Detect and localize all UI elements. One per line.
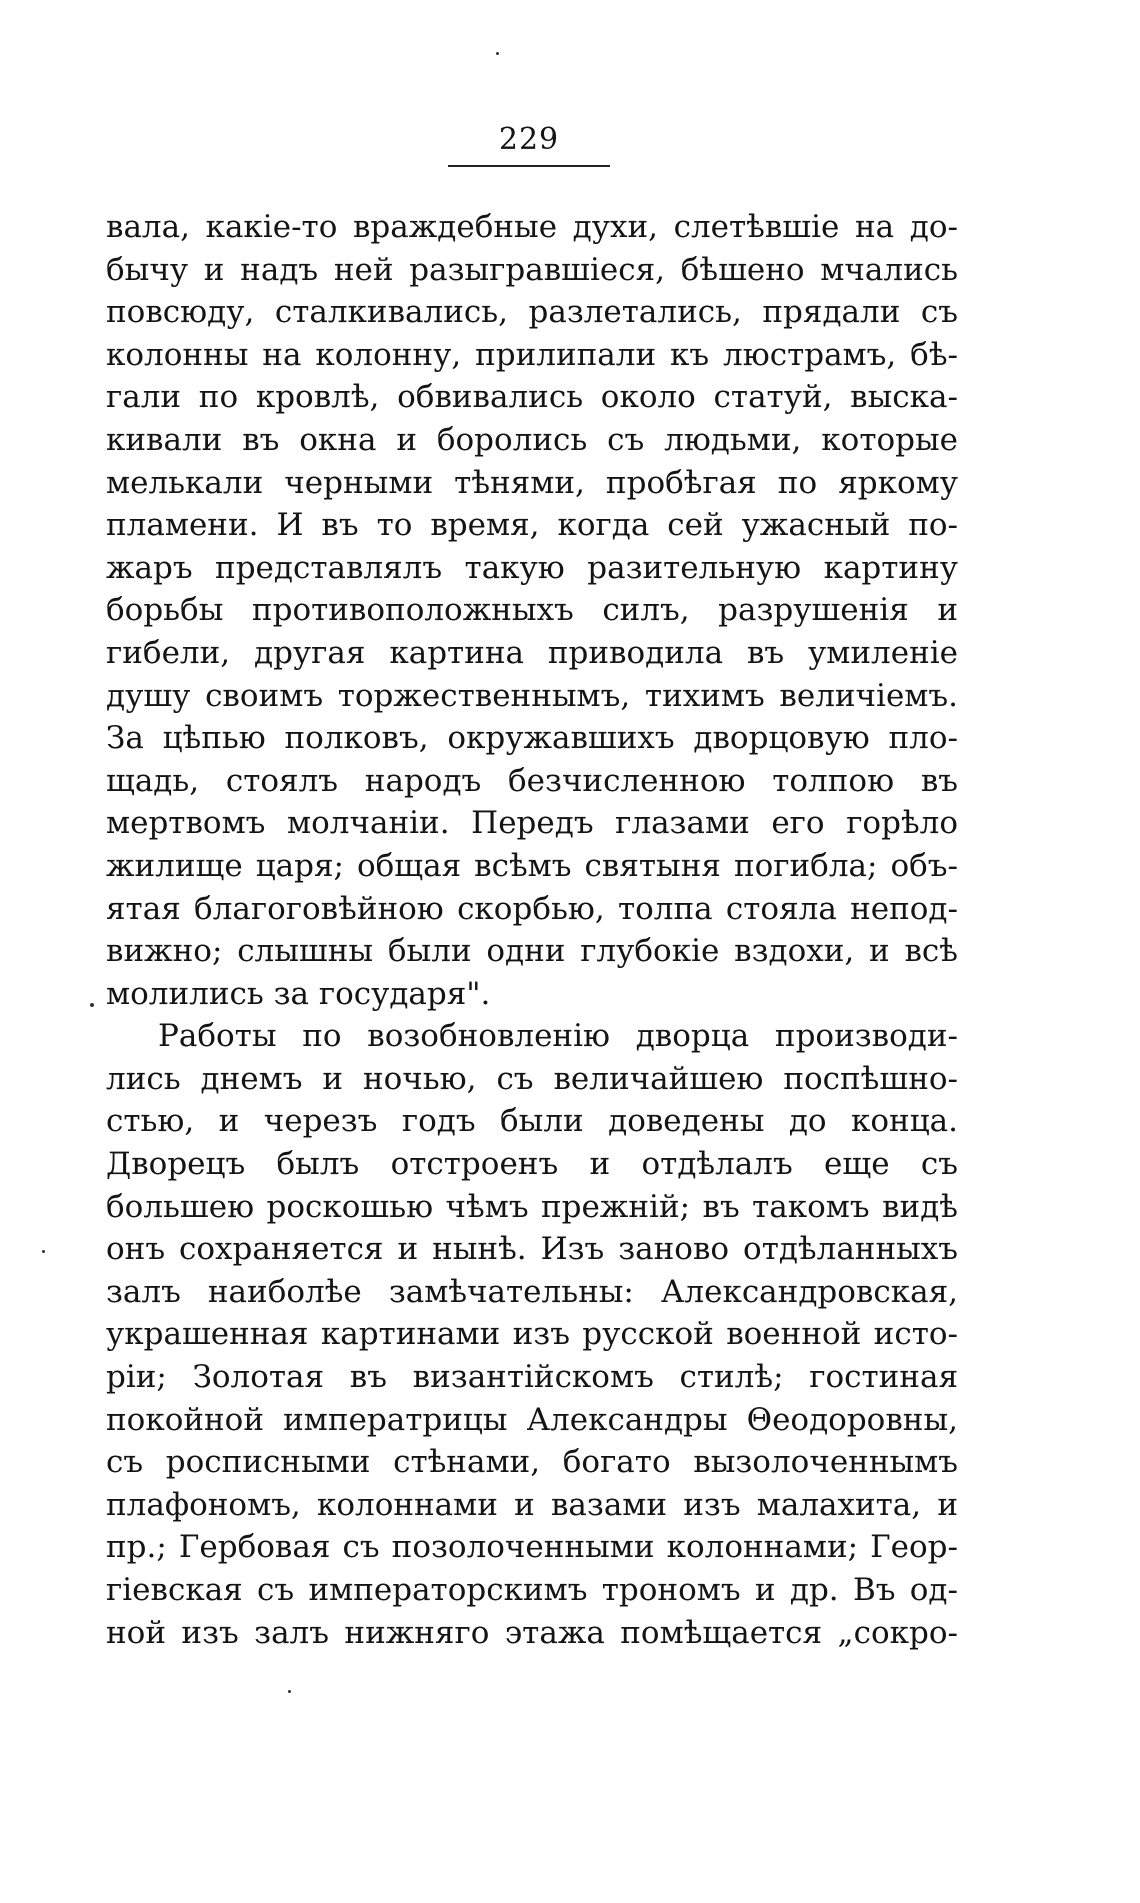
text-line: колонны на колонну, прилипали къ люстрамъ, бѣ- [106,336,958,373]
text-line: щадь, стоялъ народъ безчисленною толпою въ [106,762,958,799]
text-line: повсюду, сталкивались, разлетались, прядали съ [106,294,958,331]
text-line: Дворецъ былъ отстроенъ и отдѣлалъ еще съ [106,1146,958,1183]
text-line: стью, и черезъ годъ были доведены до конца. [106,1103,958,1140]
text-line: душу своимъ торжественнымъ, тихимъ величіемъ. [106,677,958,714]
scan-speck [288,1690,291,1693]
text-line: борьбы противоположныхъ силъ, разрушенія и [106,592,958,629]
text-line: Работы по возобновленію дворца производи- [158,1018,958,1055]
paragraph-1 [106,206,958,1015]
text-line: покойной императрицы Александры Θеодоровны, [106,1401,958,1438]
text-line: ріи; Золотая въ византійскомъ стилѣ; гостиная [106,1359,958,1396]
text-line: ятая благоговѣйною скорбью, толпа стояла непод- [106,890,958,927]
text-line: мертвомъ молчаніи. Передъ глазами его горѣло [106,805,958,842]
text-line: вала, какіе-то враждебные духи, слетѣвшіе на до- [106,209,958,245]
text-line: плафономъ, колоннами и вазами изъ малахита, и [106,1486,958,1523]
page-number: 229 [498,122,560,157]
text-line: жилище царя; общая всѣмъ святыня погибла; объ- [106,847,958,884]
text-line: вижно; слышны были одни глубокіе вздохи, и всѣ [106,933,958,970]
paragraph-2 [106,1015,958,1654]
text-line: гибели, другая картина приводила въ умиленіе [106,634,958,671]
text-line: пр.; Гербовая съ позолоченными колоннами; Геор- [106,1529,958,1566]
text-line: мелькали черными тѣнями, пробѣгая по яркому [106,464,958,501]
text-line: жаръ представлялъ такую разительную картину [106,549,958,586]
text-line: лись днемъ и ночью, съ величайшею поспѣшно- [106,1060,958,1097]
text-line: молились за государя". [106,975,491,1012]
scan-speck [42,1250,45,1253]
text-line: гіевская съ императорскимъ трономъ и др. Въ од- [106,1572,958,1608]
text-line: съ росписными стѣнами, богато вызолоченнымъ [106,1444,958,1481]
text-line: ной изъ залъ нижняго этажа помѣщается „сокро- [106,1614,958,1651]
scan-speck [496,52,499,55]
text-line: залъ наиболѣе замѣчательны: Александровская, [106,1273,958,1310]
text-line: кивали въ окна и боролись съ людьми, которые [106,421,958,458]
text-line: онъ сохраняется и нынѣ. Изъ заново отдѣланныхъ [106,1231,958,1268]
text-line: пламени. И въ то время, когда сей ужасный по- [106,507,958,544]
body-text [106,206,958,1654]
text-line: За цѣпью полковъ, окружавшихъ дворцовую пло- [106,720,958,757]
text-line: украшенная картинами изъ русской военной исто- [106,1316,958,1353]
text-line: гали по кровлѣ, обвивались около статуй, выска- [106,379,958,416]
scan-speck [90,1003,94,1007]
text-line: большею роскошью чѣмъ прежній; въ такомъ видѣ [106,1188,958,1225]
page-number-rule [448,165,610,167]
text-line: бычу и надъ ней разыгравшіеся, бѣшено мчались [106,251,958,288]
